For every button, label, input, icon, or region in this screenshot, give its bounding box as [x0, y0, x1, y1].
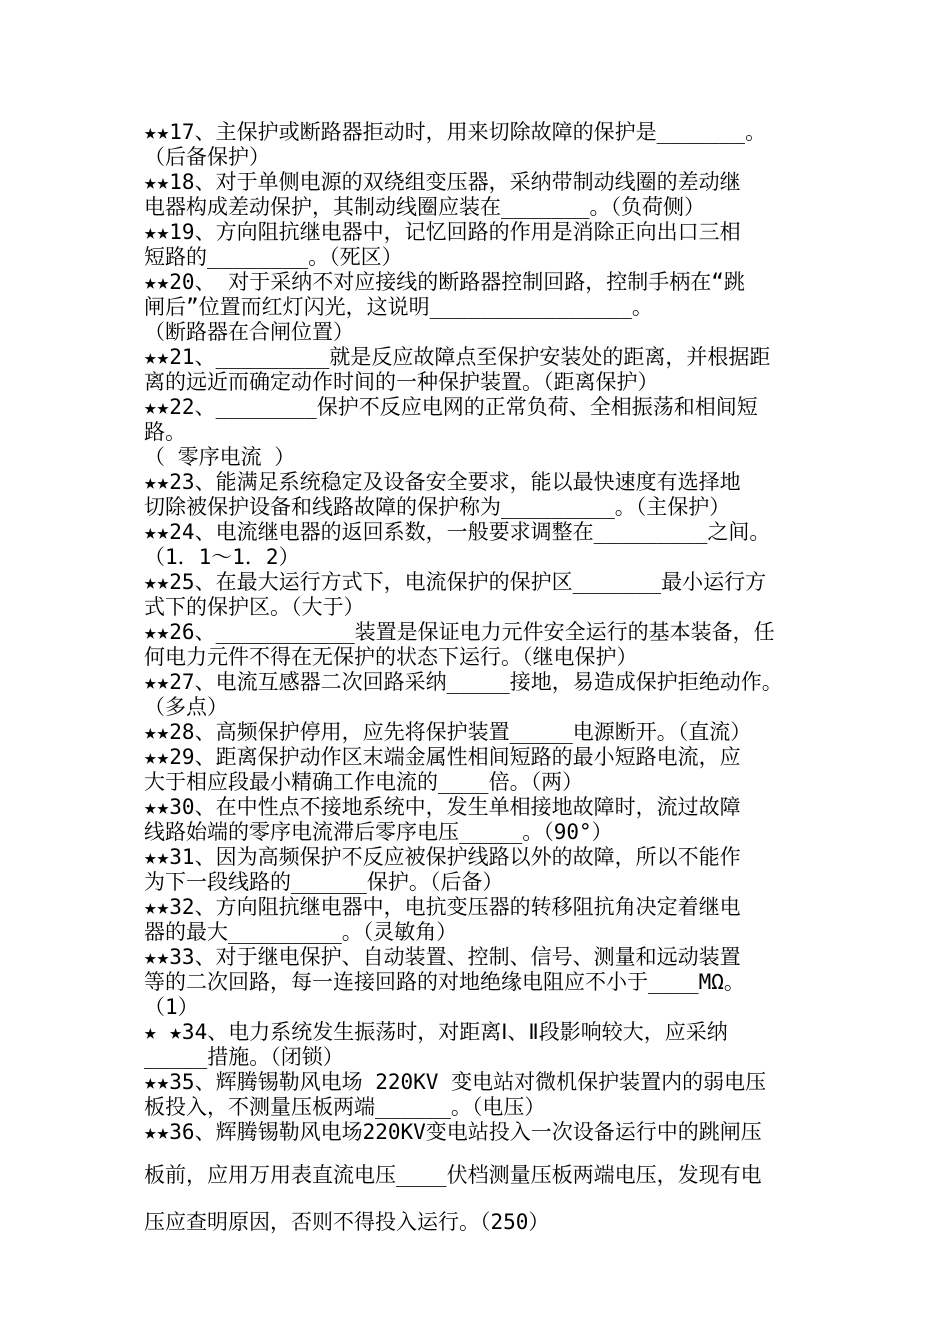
text-line: 闸后”位置而红灯闪光，这说明________________。 [144, 295, 653, 319]
text-line: ★★27、电流互感器二次回路采纳_____接地，易造成保护拒绝动作。 [144, 670, 783, 694]
text-line: 器的最大_________。（灵敏角） [144, 920, 458, 944]
text-line: ★★20、 对于采纳不对应接线的断路器控制回路，控制手柄在“跳 [144, 270, 745, 294]
text-line: ★★36、辉腾锡勒风电场220KV变电站投入一次设备运行中的跳闸压 [144, 1120, 762, 1144]
text-line: ★★33、对于继电保护、自动装置、控制、信号、测量和远动装置 [144, 945, 741, 969]
text-line: _____措施。（闭锁） [144, 1045, 344, 1069]
text-line: ★★32、方向阻抗继电器中，电抗变压器的转移阻抗角决定着继电 [144, 895, 741, 919]
text-line: ★ ★34、电力系统发生振荡时，对距离Ⅰ、Ⅱ段影响较大，应采纳 [144, 1020, 728, 1044]
text-line: ★★26、___________装置是保证电力元件安全运行的基本装备，任 [144, 620, 775, 644]
text-line: （多点） [144, 695, 228, 719]
text-line: 为下一段线路的______保护。（后备） [144, 870, 504, 894]
text-line: ★★28、高频保护停用，应先将保护装置_____电源断开。（直流） [144, 720, 752, 744]
text-line: 电器构成差动保护，其制动线圈应装在_______。（负荷侧） [144, 195, 705, 219]
text-line: ★★23、能满足系统稳定及设备安全要求，能以最快速度有选择地 [144, 470, 741, 494]
text-line: （1） [144, 995, 199, 1019]
text-line: ★★35、辉腾锡勒风电场 220KV 变电站对微机保护装置内的弱电压 [144, 1070, 767, 1094]
document-page [144, 120, 816, 1235]
text-line: （1．1～1．2） [144, 545, 300, 569]
text-line: 何电力元件不得在无保护的状态下运行。（继电保护） [144, 645, 638, 669]
text-line: 短路的________。（死区） [144, 245, 403, 269]
text-line: ★★19、方向阻抗继电器中，记忆回路的作用是消除正向出口三相 [144, 220, 741, 244]
text-line: ★★18、对于单侧电源的双绕组变压器，采纳带制动线圈的差动继 [144, 170, 741, 194]
text-line: ★★22、________保护不反应电网的正常负荷、全相振荡和相间短 [144, 395, 758, 419]
text-line: 式下的保护区。（大于） [144, 595, 365, 619]
text-line: 离的远近而确定动作时间的一种保护装置。（距离保护） [144, 370, 659, 394]
text-line: ★★21、_________就是反应故障点至保护安装处的距离，并根据距 [144, 345, 771, 369]
text-line: ★★31、因为高频保护不反应被保护线路以外的故障，所以不能作 [144, 845, 741, 869]
text-line: ★★17、主保护或断路器拒动时，用来切除故障的保护是_______。 [144, 120, 767, 144]
text-line: 板前，应用万用表直流电压____伏档测量压板两端电压，发现有电 [144, 1163, 762, 1187]
text-line: ★★24、电流继电器的返回系数，一般要求调整在_________之间。 [144, 520, 771, 544]
text-line: 大于相应段最小精确工作电流的____倍。（两） [144, 770, 584, 794]
text-line: 压应查明原因，否则不得投入运行。（250） [144, 1210, 550, 1234]
text-line: 板投入，不测量压板两端______。（电压） [144, 1095, 546, 1119]
text-line: ★★25、在最大运行方式下，电流保护的保护区_______最小运行方 [144, 570, 767, 594]
text-line: 线路始端的零序电流滞后零序电压_____。（90°） [144, 820, 613, 844]
text-line: 切除被保护设备和线路故障的保护称为_________。（主保护） [144, 495, 731, 519]
text-line: 路。 [144, 420, 186, 444]
text-line: （断路器在合闸位置） [144, 320, 354, 344]
text-line: ★★30、在中性点不接地系统中，发生单相接地故障时，流过故障 [144, 795, 741, 819]
text-line: ★★29、距离保护动作区末端金属性相间短路的最小短路电流，应 [144, 745, 741, 769]
text-line: （后备保护） [144, 145, 270, 169]
text-line: （ 零序电流 ） [144, 445, 296, 469]
text-line: 等的二次回路，每一连接回路的对地绝缘电阻应不小于____MΩ。 [144, 970, 745, 994]
